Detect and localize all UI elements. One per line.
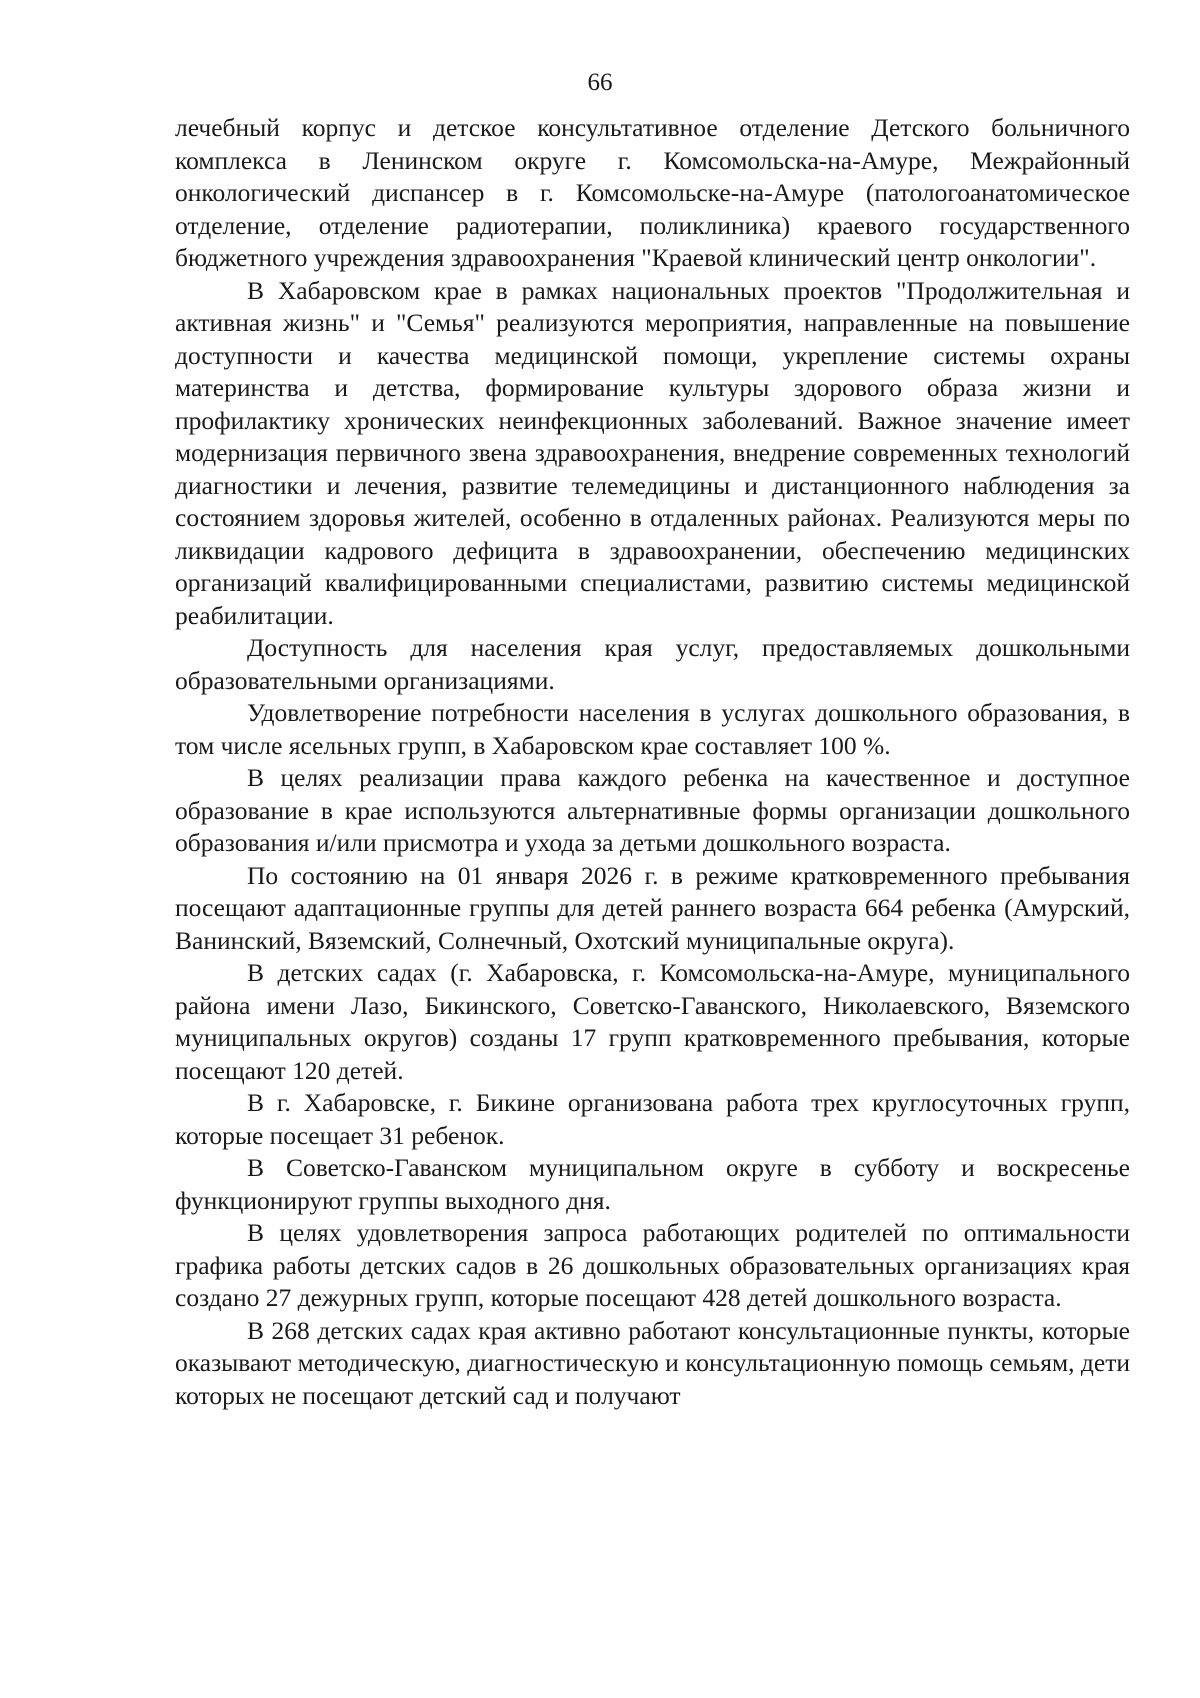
paragraph-round-the-clock-groups: В г. Хабаровске, г. Бикине организована работа трех круглосуточных групп, которые посещает 31 ребенок. [175,1088,1130,1150]
paragraph-national-projects: В Хабаровском крае в рамках национальных проектов "Продолжительная и активная жизнь" и "Семья" реализуются мероприятия, направленные на повышение доступности и качества медицинской помощи, укрепление системы охраны материнства и детства, формирование культуры здорового образа жизни и профилактику хронических неинфекционных заболеваний. Важное значение имеет модернизация первичного звена здравоохранения, внедрение современных технологий диагностики и лечения, развитие телемедицины и дистанционного наблюдения за состоянием здоровья жителей, особенно в отдаленных районах. Реализуются меры по ликвидации кадрового дефицита в здравоохранении, обеспечению медицинских организаций квалифицированными специалистами, развитию системы медицинской реабилитации. [175,275,1130,630]
document-body [175,112,1130,1412]
paragraph-consultation-points: В 268 детских садах края активно работают консультационные пункты, которые оказывают методическую, диагностическую и консультационную помощь семьям, дети которых не посещают детский сад и получают [175,1315,1130,1410]
paragraph-preschool-demand: Удовлетворение потребности населения в услугах дошкольного образования, в том числе ясельных групп, в Хабаровском крае составляет 100 %. [175,698,1130,760]
paragraph-preschool-availability: Доступность для населения края услуг, предоставляемых дошкольными образовательными организациями. [175,633,1130,695]
paragraph-alternative-forms: В целях реализации права каждого ребенка на качественное и доступное образование в крае используются альтернативные формы организации дошкольного образования и/или присмотра и ухода за детьми дошкольного возраста. [175,763,1130,857]
paragraph-adaptation-groups: По состоянию на 01 января 2026 г. в режиме кратковременного пребывания посещают адаптационные группы для детей раннего возраста 664 ребенка (Амурский, Ванинский, Вяземский, Солнечный, Охотский муниципальные округа). [175,860,1130,955]
paragraph-duty-groups: В целях удовлетворения запроса работающих родителей по оптимальности графика работы детских садов в 26 дошкольных образовательных организациях края создано 27 дежурных групп, которые посещают 428 детей дошкольного возраста. [175,1218,1130,1312]
paragraph-weekend-groups: В Советско-Гаванском муниципальном округе в субботу и воскресенье функционируют группы выходного дня. [175,1153,1130,1215]
page-number: 66 [587,69,613,96]
paragraph-oncology-center: лечебный корпус и детское консультативное отделение Детского больничного комплекса в Ленинском округе г. Комсомольска-на-Амуре, Межрайонный онкологический диспансер в г. Комсомольске-на-Амуре (патологоанатомическое отделение, отделение радиотерапии, поликлиника) краевого государственного бюджетного учреждения здравоохранения "Краевой клинический центр онкологии". [175,113,1130,272]
paragraph-short-stay-groups: В детских садах (г. Хабаровска, г. Комсомольска-на-Амуре, муниципального района имени Лазо, Бикинского, Советско-Гаванского, Николаевского, Вяземского муниципальных округов) созданы 17 групп кратковременного пребывания, которые посещают 120 детей. [175,958,1130,1085]
